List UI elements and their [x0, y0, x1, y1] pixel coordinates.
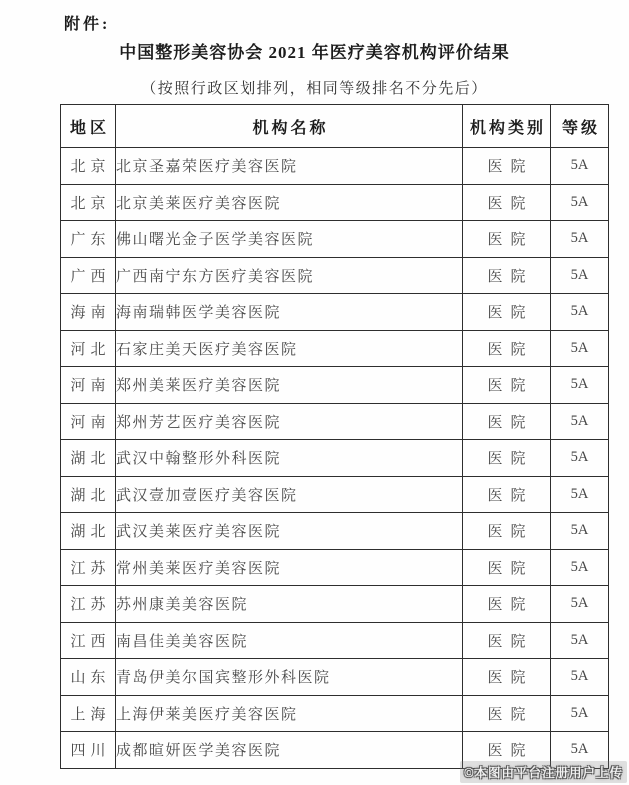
table-header-row — [61, 105, 609, 148]
cell-region: 海南 — [61, 294, 116, 331]
cell-name: 武汉壹加壹医疗美容医院 — [116, 476, 463, 513]
cell-category: 医院 — [463, 367, 551, 404]
cell-name: 上海伊莱美医疗美容医院 — [116, 695, 463, 732]
table-row — [61, 622, 609, 659]
cell-name: 海南瑞韩医学美容医院 — [116, 294, 463, 331]
cell-category: 医院 — [463, 732, 551, 769]
column-header-institution-name: 机构名称 — [116, 105, 463, 148]
cell-category: 医院 — [463, 403, 551, 440]
cell-name: 郑州芳艺医疗美容医院 — [116, 403, 463, 440]
cell-name: 广西南宁东方医疗美容医院 — [116, 257, 463, 294]
table-row — [61, 148, 609, 185]
table-row — [61, 476, 609, 513]
cell-name: 武汉中翰整形外科医院 — [116, 440, 463, 477]
cell-name: 南昌佳美美容医院 — [116, 622, 463, 659]
table-row — [61, 294, 609, 331]
cell-name: 成都暄妍医学美容医院 — [116, 732, 463, 769]
column-header-institution-category: 机构类别 — [463, 105, 551, 148]
cell-category: 医院 — [463, 148, 551, 185]
cell-region: 湖北 — [61, 440, 116, 477]
cell-category: 医院 — [463, 549, 551, 586]
cell-grade: 5A — [551, 221, 609, 258]
table-row — [61, 257, 609, 294]
cell-grade: 5A — [551, 476, 609, 513]
evaluation-results-table — [60, 104, 609, 769]
cell-category: 医院 — [463, 659, 551, 696]
cell-category: 医院 — [463, 622, 551, 659]
cell-name: 青岛伊美尔国宾整形外科医院 — [116, 659, 463, 696]
cell-region: 北京 — [61, 184, 116, 221]
cell-grade: 5A — [551, 513, 609, 550]
cell-grade: 5A — [551, 732, 609, 769]
cell-region: 湖北 — [61, 476, 116, 513]
table-row — [61, 513, 609, 550]
cell-name: 北京美莱医疗美容医院 — [116, 184, 463, 221]
page-title: 中国整形美容协会 2021 年医疗美容机构评价结果 — [119, 43, 510, 62]
cell-name: 石家庄美天医疗美容医院 — [116, 330, 463, 367]
cell-region: 广东 — [61, 221, 116, 258]
watermark — [460, 761, 627, 783]
cell-region: 山东 — [61, 659, 116, 696]
column-header-grade: 等级 — [551, 105, 609, 148]
cell-category: 医院 — [463, 440, 551, 477]
cell-region: 四川 — [61, 732, 116, 769]
cell-category: 医院 — [463, 257, 551, 294]
column-header-region: 地区 — [61, 105, 116, 148]
attachment-label: 附件: — [64, 16, 111, 33]
cell-grade: 5A — [551, 622, 609, 659]
cell-region: 河南 — [61, 403, 116, 440]
table-row — [61, 403, 609, 440]
cell-grade: 5A — [551, 403, 609, 440]
cell-category: 医院 — [463, 586, 551, 623]
table-row — [61, 695, 609, 732]
cell-region: 河南 — [61, 367, 116, 404]
cell-grade: 5A — [551, 659, 609, 696]
page-subtitle: （按照行政区划排列，相同等级排名不分先后） — [141, 81, 488, 97]
cell-grade: 5A — [551, 330, 609, 367]
cell-category: 医院 — [463, 330, 551, 367]
cell-category: 医院 — [463, 294, 551, 331]
cell-grade: 5A — [551, 549, 609, 586]
cell-region: 江苏 — [61, 586, 116, 623]
table-row — [61, 586, 609, 623]
cell-name: 武汉美莱医疗美容医院 — [116, 513, 463, 550]
cell-name: 苏州康美美容医院 — [116, 586, 463, 623]
cell-name: 北京圣嘉荣医疗美容医院 — [116, 148, 463, 185]
cell-region: 河北 — [61, 330, 116, 367]
cell-region: 江苏 — [61, 549, 116, 586]
cell-region: 北京 — [61, 148, 116, 185]
cell-name: 常州美莱医疗美容医院 — [116, 549, 463, 586]
table-body — [61, 148, 609, 769]
cell-grade: 5A — [551, 257, 609, 294]
cell-name: 郑州美莱医疗美容医院 — [116, 367, 463, 404]
table-row — [61, 221, 609, 258]
cell-grade: 5A — [551, 148, 609, 185]
cell-grade: 5A — [551, 586, 609, 623]
watermark-text: ©本图由平台注册用户上传 — [464, 766, 623, 780]
cell-grade: 5A — [551, 184, 609, 221]
cell-region: 湖北 — [61, 513, 116, 550]
cell-region: 广西 — [61, 257, 116, 294]
table-row — [61, 440, 609, 477]
cell-grade: 5A — [551, 367, 609, 404]
cell-category: 医院 — [463, 513, 551, 550]
cell-region: 江西 — [61, 622, 116, 659]
cell-region: 上海 — [61, 695, 116, 732]
cell-category: 医院 — [463, 184, 551, 221]
cell-grade: 5A — [551, 294, 609, 331]
cell-name: 佛山曙光金子医学美容医院 — [116, 221, 463, 258]
table-row — [61, 184, 609, 221]
table-row — [61, 659, 609, 696]
table-row — [61, 367, 609, 404]
cell-category: 医院 — [463, 476, 551, 513]
cell-grade: 5A — [551, 695, 609, 732]
cell-category: 医院 — [463, 221, 551, 258]
cell-grade: 5A — [551, 440, 609, 477]
table-row — [61, 330, 609, 367]
cell-category: 医院 — [463, 695, 551, 732]
table-row — [61, 549, 609, 586]
